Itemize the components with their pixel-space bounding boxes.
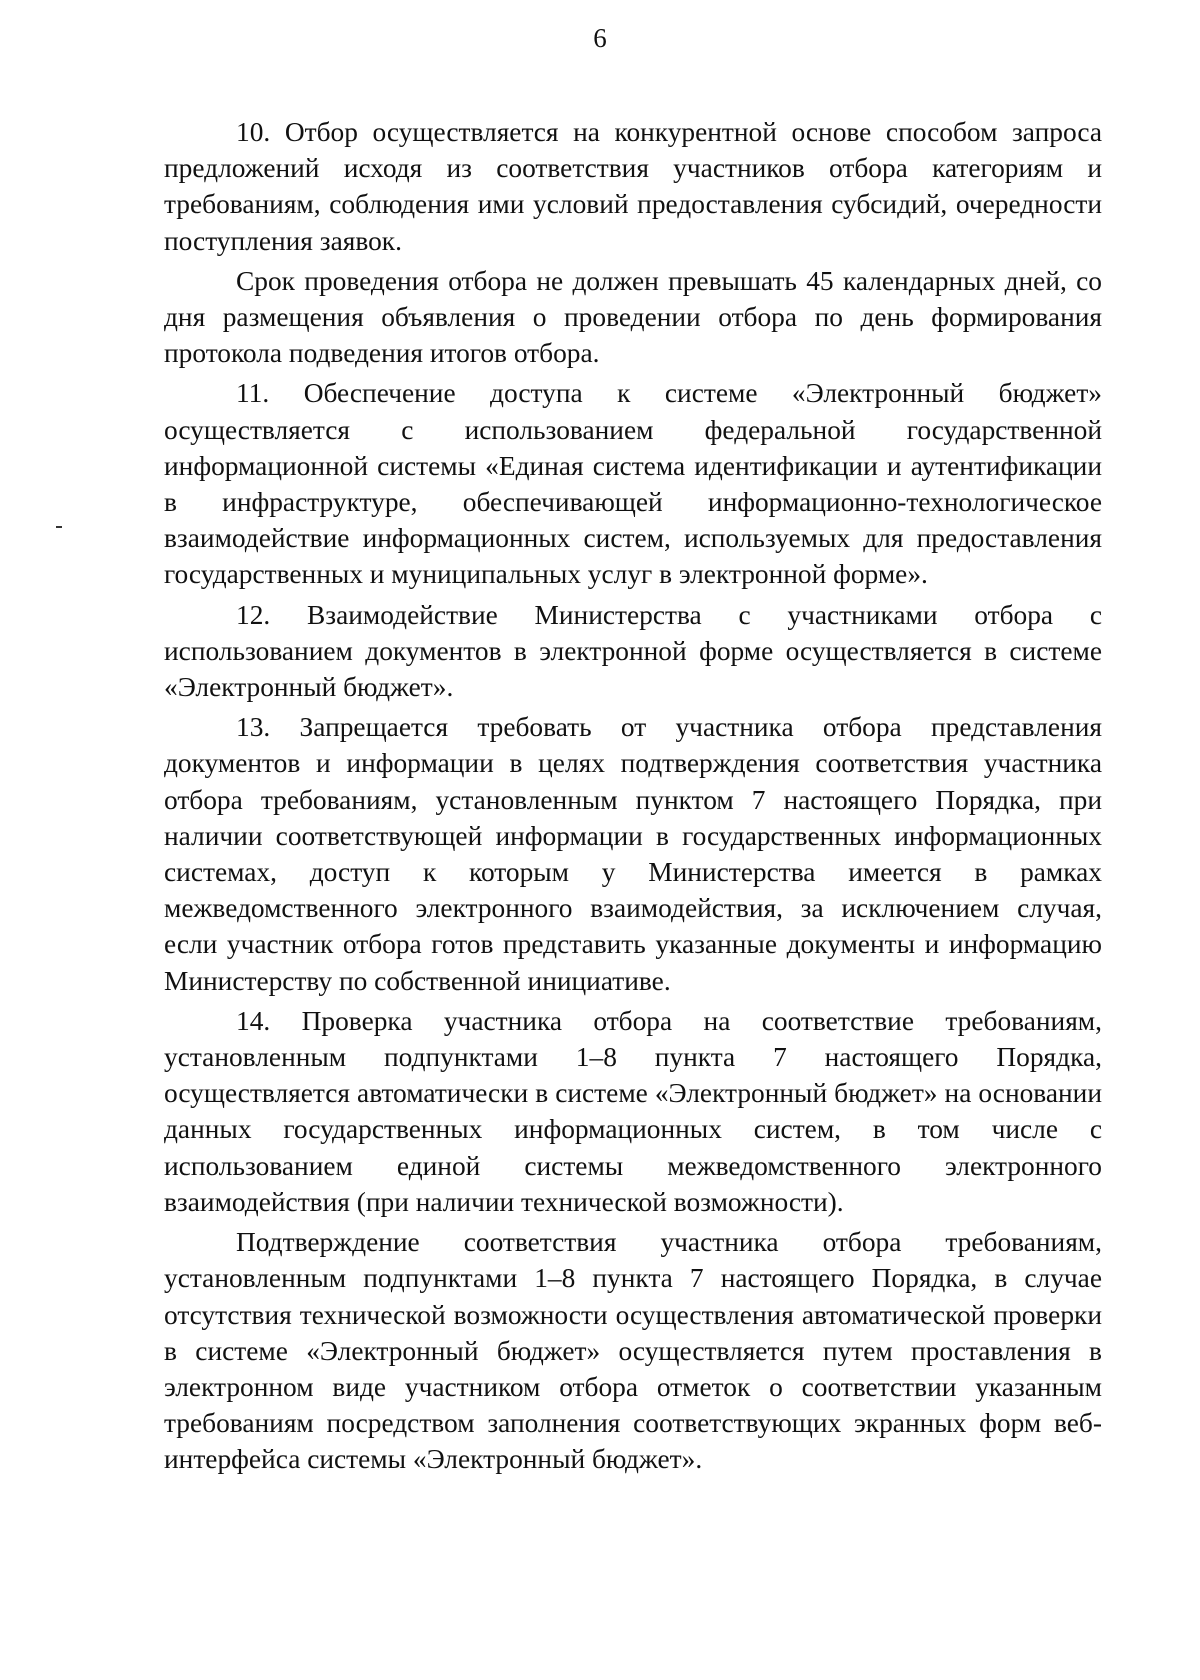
- paragraph-14: [164, 1003, 1102, 1220]
- paragraph-number: 13.: [236, 712, 271, 743]
- paragraph-12: [164, 597, 1102, 706]
- paragraph-text: Запрещается требовать от участника отбора представления документов и информации в целях подтверждения соответствия участника отбора требованиям, установленным пунктом 7 настоящего Порядка, при наличии соответствующей информации в государственных информационных системах, доступ к которым у Министерства имеется в рамках межведомственного электронного взаимодействия, за исключением случая, если участник отбора готов представить указанные документы и информацию Министерству по собственной инициативе.: [164, 712, 1102, 996]
- paragraph-number: 10.: [236, 117, 271, 147]
- paragraph-11: [164, 375, 1102, 592]
- paragraph-10: [164, 114, 1102, 259]
- paragraph-text: Проверка участника отбора на соответствие требованиям, установленным подпунктами 1–8 пункта 7 настоящего Порядка, осуществляется автоматически в системе «Электронный бюджет» на основании данных государственных информационных систем, в том числе с использованием единой системы межведомственного электронного взаимодействия (при наличии технической возможности).: [164, 1005, 1102, 1217]
- page-number: 6: [593, 23, 607, 53]
- paragraph-14-confirmation: [164, 1224, 1102, 1477]
- paragraph-number: 11.: [236, 378, 270, 409]
- paragraph-text: Обеспечение доступа к системе «Электронный бюджет» осуществляется с использованием федеральной государственной информационной системы «Единая система идентификации и аутентификации в инфраструктуре, обеспечивающей информационно-технологическое взаимодействие информационных систем, используемых для предоставления государственных и муниципальных услуг в электронной форме».: [164, 378, 1102, 590]
- paragraph-text: Взаимодействие Министерства с участниками отбора с использованием документов в электронной форме осуществляется в системе «Электронный бюджет».: [164, 599, 1102, 703]
- margin-mark: [56, 526, 62, 528]
- paragraph-10-term: [164, 263, 1102, 372]
- document-body: [164, 114, 1102, 1482]
- paragraph-text: Подтверждение соответствия участника отбора требованиям, установленным подпунктами 1–8 пункта 7 настоящего Порядка, в случае отсутствия технической возможности осуществления автоматической проверки в системе «Электронный бюджет» осуществляется путем проставления в электронном виде участником отбора отметок о соответствии указанным требованиям посредством заполнения соответствующих экранных форм веб-интерфейса системы «Электронный бюджет».: [164, 1227, 1102, 1475]
- paragraph-13: [164, 709, 1102, 999]
- paragraph-number: 14.: [236, 1005, 271, 1036]
- paragraph-text: Отбор осуществляется на конкурентной основе способом запроса предложений исходя из соответствия участников отбора категориям и требованиям, соблюдения ими условий предоставления субсидий, очередности поступления заявок.: [164, 117, 1102, 256]
- paragraph-number: 12.: [236, 599, 271, 630]
- paragraph-text: Срок проведения отбора не должен превышать 45 календарных дней, со дня размещения объявления о проведении отбора по день формирования протокола подведения итогов отбора.: [164, 265, 1102, 369]
